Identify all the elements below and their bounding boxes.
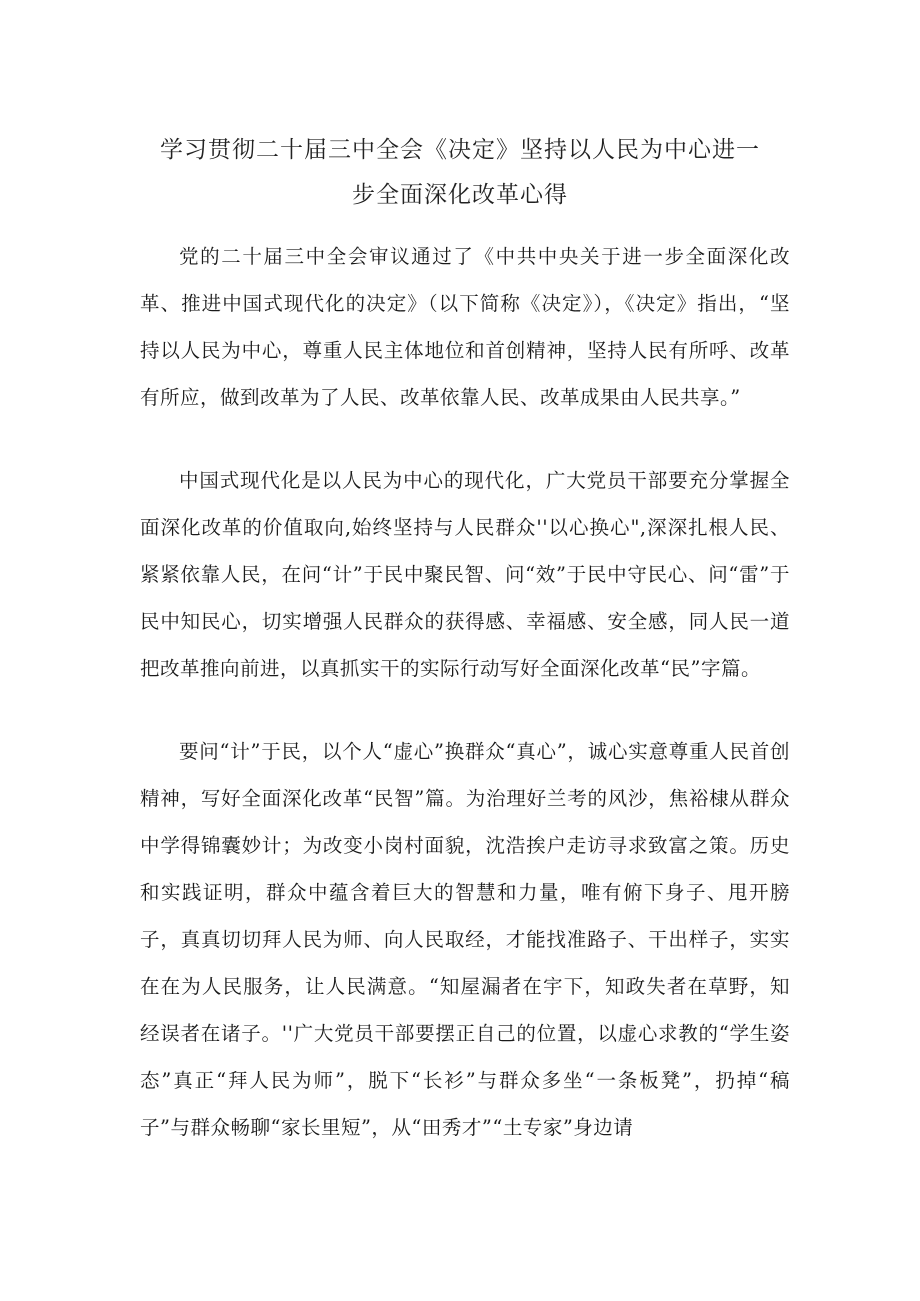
paragraph-2: 中国式现代化是以人民为中心的现代化，广大党员干部要充分掌握全面深化改革的价值取向,始终坚持与人民群众''以心换心",深深扎根人民、紧紧依靠人民，在问“计”于民中聚民智、问“效”于民中守民心、问“雷”于民中知民心，切实增强人民群众的获得感、幸福感、安全感，同人民一道把改革推向前进，以真抓实干的实际行动写好全面深化改革“民”字篇。 [140, 469, 790, 680]
title-line-2: 步全面深化改革心得 [352, 182, 568, 208]
paragraph-1: 党的二十届三中全会审议通过了《中共中央关于进一步全面深化改革、推进中国式现代化的决定》（以下简称《决定》），《决定》指出，“坚持以人民为中心，尊重人民主体地位和首创精神，坚持人民有所呼、改革有所应，做到改革为了人民、改革依靠人民、改革成果由人民共享。” [140, 245, 790, 409]
title-line-1: 学习贯彻二十届三中全会《决定》坚持以人民为中心进一 [160, 137, 760, 163]
paragraph-3: 要问“计”于民，以个人“虚心”换群众“真心”，诚心实意尊重人民首创精神，写好全面深化改革“民智”篇。为治理好兰考的风沙，焦裕棣从群众中学得锦囊妙计；为改变小岗村面貌，沈浩挨户走访寻求致富之策。历史和实践证明，群众中蕴含着巨大的智慧和力量，唯有俯下身子、甩开膀子，真真切切拜人民为师、向人民取经，才能找准路子、干出样子，实实在在为人民服务，让人民满意。“知屋漏者在宇下，知政失者在草野，知经误者在诸子。''广大党员干部要摆正自己的位置，以虚心求教的“学生姿态”真正“拜人民为师”，脱下“长衫”与群众多坐“一条板凳”，扔掉“稿子”与群众畅聊“家长里短”，从“田秀才”“土专家”身边请 [140, 740, 790, 1139]
document-title [130, 128, 790, 218]
document-body [140, 233, 790, 1187]
